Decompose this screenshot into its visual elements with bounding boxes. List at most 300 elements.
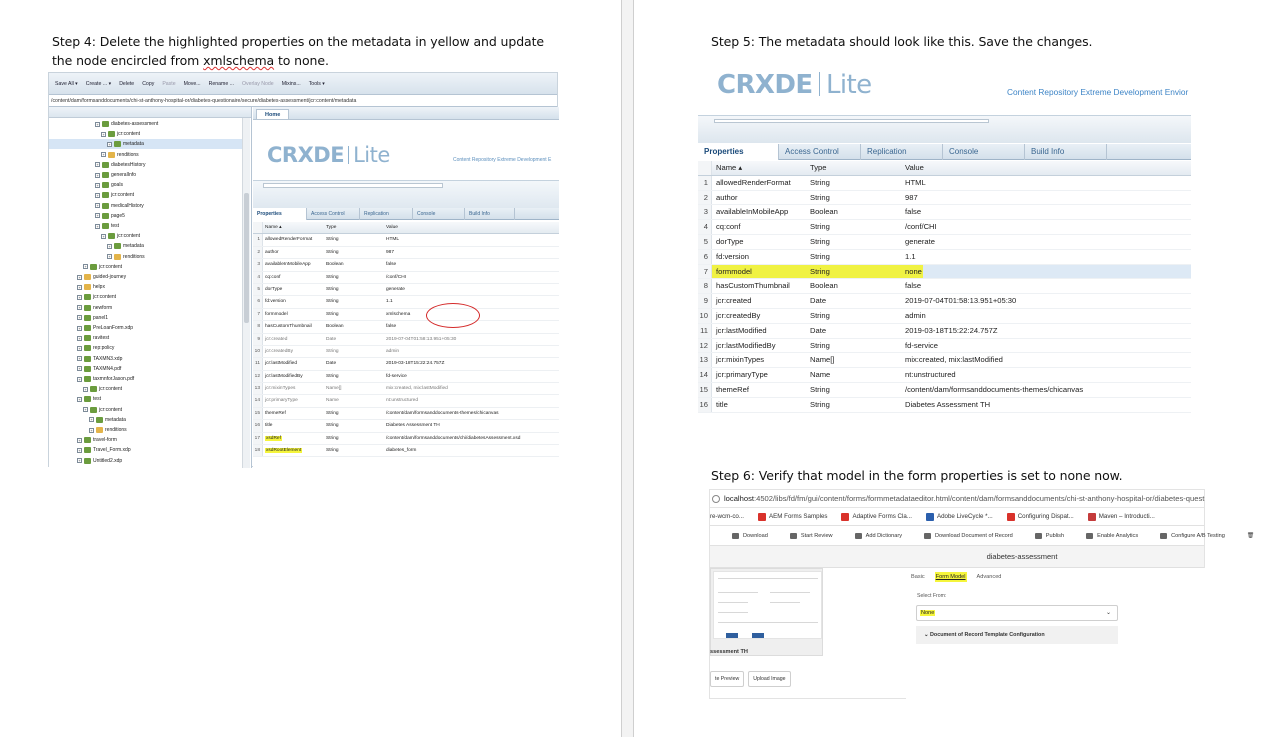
expand-toggle-icon[interactable]: + [78,335,81,341]
tab-build-info[interactable]: Build Info [465,208,515,220]
property-value: HTML [905,177,926,187]
toolbar-action[interactable] [1160,527,1225,545]
expand-toggle-icon[interactable]: + [96,192,99,198]
tree-node[interactable] [77,272,126,282]
property-value: nt:unstructured [386,398,418,404]
bookmark-item[interactable] [758,508,827,525]
tree-node-label: jcr:content [93,294,117,301]
tree-node[interactable] [101,129,140,139]
toolbar-button[interactable]: Mixins... [281,80,301,87]
expand-toggle-icon[interactable]: + [102,152,105,158]
property-name [263,445,324,456]
tree-node-label: guided-journey [93,274,127,280]
search-band [698,115,1191,143]
expand-toggle-icon[interactable]: + [96,182,99,188]
property-name: jcr:lastModifiedBy [716,340,776,350]
table-row[interactable] [698,339,1191,354]
select-from-dropdown[interactable] [916,605,1118,621]
table-row[interactable] [698,205,1191,220]
expand-toggle-icon[interactable]: + [102,131,105,137]
node-icon [84,458,91,464]
table-row[interactable] [698,383,1191,398]
property-value: mix:created, mix:lastModified [905,355,1003,365]
info-icon [712,495,720,503]
chevron-down-icon: ⌄ [1105,610,1111,616]
expand-toggle-icon[interactable]: + [78,305,81,311]
expand-toggle-icon[interactable]: + [78,356,81,362]
node-icon [102,172,109,178]
repository-tree [49,107,252,468]
toolbar-action-label: Download [743,532,768,539]
tab-properties[interactable]: Properties [698,144,779,160]
table-row[interactable] [253,296,559,308]
tree-node-label: metadata [123,141,144,148]
expand-toggle-icon[interactable]: + [78,325,81,331]
table-row[interactable] [253,346,559,358]
expand-toggle-icon[interactable]: + [78,315,81,321]
tree-node[interactable] [77,394,101,404]
table-row[interactable] [698,309,1191,324]
properties-grid [698,161,1191,413]
property-name: jcr:createdBy [265,348,293,354]
property-name: jcr:mixinTypes [265,386,296,392]
expand-toggle-icon[interactable]: + [108,254,111,260]
table-row[interactable] [698,279,1191,294]
property-type: String [326,423,339,429]
tree-node[interactable] [95,160,145,170]
tree-node[interactable] [95,119,158,129]
tree-node-label: PreLoanForm.xdp [93,325,134,331]
node-icon [84,305,91,311]
table-row[interactable] [698,353,1191,368]
tree-node-label: jcr:content [99,263,123,270]
tree-node[interactable] [49,139,242,149]
dor-template-accordion[interactable]: ⌄ Document of Record Template Configuration [916,626,1118,644]
row-number: 16 [253,420,263,431]
toolbar-button[interactable]: Move... [183,80,201,87]
tab-console[interactable]: Console [943,144,1025,160]
table-row[interactable] [253,445,559,457]
property-type: Boolean [810,207,838,217]
tree-node[interactable] [101,231,140,241]
bookmark-label: Adaptive Forms Cla... [852,512,912,520]
bookmark-item[interactable] [841,508,912,525]
toolbar-action-label: Enable Analytics [1097,532,1139,539]
row-number: 14 [253,395,263,406]
expand-toggle-icon[interactable]: + [102,233,105,239]
table-row[interactable] [698,235,1191,250]
property-value: 1.1 [905,251,916,261]
property-type: String [326,286,339,292]
toolbar-button[interactable]: Create ... ▾ [85,80,112,87]
row-number: 11 [698,324,712,338]
expand-toggle-icon[interactable]: + [78,284,81,290]
node-path-bar[interactable]: /content/dam/formsanddocuments/chi-st-anthony-hospital-or/diabetes-questionaire/secure/diabetes-assessment/jcr:content/metadata [49,96,557,107]
tree-scrollbar-thumb[interactable] [244,193,249,323]
expand-toggle-icon[interactable]: + [90,417,93,423]
toolbar-button[interactable]: Rename ... [208,80,234,87]
property-name: title [716,399,728,409]
row-number: 4 [253,272,263,283]
toolbar-button[interactable]: Overlay Node [241,80,274,87]
tree-node[interactable] [77,282,105,292]
folder-icon [96,427,103,433]
tree-node[interactable] [77,445,131,455]
property-value: /conf/CHI [386,274,406,280]
tree-node-label: newform [93,304,113,311]
crxde-toolbar [49,73,557,95]
property-value: xmlschema [386,311,411,317]
search-input[interactable] [714,119,989,123]
properties-tabs [698,144,1191,160]
property-type: String [810,177,830,187]
subtab-form-model[interactable]: Form Model [935,574,966,580]
table-row[interactable] [698,294,1191,309]
row-number: 6 [253,296,263,307]
table-row[interactable] [253,259,559,271]
property-name: author [265,249,279,255]
row-number: 10 [253,346,263,357]
table-row[interactable] [253,358,559,370]
property-type: Date [810,296,827,306]
property-name: fd:version [265,299,286,305]
thumbnail-mini-form [713,571,822,639]
tree-node[interactable] [77,333,109,343]
row-number: 12 [698,339,712,353]
properties-tabs [253,208,559,220]
tree-node[interactable] [77,303,112,313]
expand-toggle-icon[interactable]: + [78,366,81,372]
tree-node[interactable] [107,252,145,262]
form-model-panel [906,568,1206,700]
table-row[interactable] [698,324,1191,339]
bookmark-favicon [926,513,934,521]
property-value: false [905,207,922,217]
tree-node-label: jcr:content [117,131,141,138]
property-type: String [810,399,830,409]
download-icon [732,533,739,539]
toolbar-button[interactable]: Save All ▾ [55,80,78,87]
property-name [263,433,324,444]
property-type: String [810,192,830,202]
tree-node-label: TAXMN4.pdf [93,365,122,372]
row-number: 1 [253,234,263,245]
tree-node-label: Travel_Form.xdp [93,447,131,454]
expand-toggle-icon[interactable]: + [96,172,99,178]
property-type: Name[] [810,355,835,365]
expand-toggle-icon[interactable]: + [78,396,81,402]
property-type: Name [326,398,339,404]
expand-toggle-icon[interactable]: + [90,427,93,433]
property-name: formmodel [265,311,288,317]
dictionary-icon [855,533,862,539]
property-value: 987 [905,192,918,202]
property-value: none [905,266,922,276]
bookmark-item[interactable] [710,508,744,525]
property-name: dorType [716,236,744,246]
toolbar-action[interactable] [855,527,902,545]
expand-toggle-icon[interactable]: + [84,407,87,413]
property-type: String [326,348,339,354]
tree-node[interactable] [83,384,122,394]
toolbar-button[interactable]: Tools ▾ [308,80,325,87]
table-row[interactable] [253,420,559,432]
tab-properties[interactable]: Properties [253,208,307,220]
tree-node[interactable] [95,221,119,231]
tree-node-label: renditions [117,151,139,158]
table-row[interactable] [253,433,559,445]
node-icon [84,335,91,341]
property-name: allowedRenderFormat [716,177,791,187]
property-value: /content/dam/formsanddocuments-themes/chicanvas [905,384,1084,394]
expand-toggle-icon[interactable]: + [108,243,111,249]
row-number: 1 [698,176,712,190]
property-value: /conf/CHI [905,222,937,232]
tree-node[interactable] [77,323,133,333]
tree-node[interactable] [77,374,134,384]
expand-toggle-icon[interactable]: + [78,274,81,280]
grid-rows [698,176,1191,413]
thumbnail-action-button[interactable]: te Preview [710,671,744,687]
expand-toggle-icon[interactable]: + [96,223,99,229]
column-type[interactable]: Type [810,163,827,172]
property-value: 2019-03-18T15:22:24.757Z [905,325,998,335]
grid-header [698,161,1191,176]
tree-node[interactable] [89,415,126,425]
row-number: 7 [698,265,712,279]
tree-node-label: metadata [123,243,144,250]
property-name: jcr:primaryType [265,398,298,404]
bookmark-item[interactable] [1088,508,1155,525]
column-name[interactable]: Name ▴ [265,225,282,230]
property-type: Boolean [326,262,344,268]
node-icon [84,366,91,372]
expand-toggle-icon[interactable]: + [78,447,81,453]
node-icon [102,213,109,219]
property-value: nt:unstructured [905,370,956,380]
property-type: Name[] [326,386,342,392]
table-row[interactable] [698,265,1191,280]
address-bar[interactable]: localhost:4502/libs/fd/fm/gui/content/forms/formmetadataeditor.html/content/dam/formsanddocuments/chi-st-anthony-hospital-or/diabetes-quest [710,490,1204,508]
toolbar-button[interactable]: Paste [162,80,176,87]
row-number: 9 [698,294,712,308]
tree-node[interactable] [89,425,127,435]
publish-icon [1035,533,1042,539]
tab-replication[interactable]: Replication [861,144,943,160]
tree-node[interactable] [107,241,144,251]
node-icon [108,131,115,137]
table-row[interactable] [253,284,559,296]
property-value: 2019-03-18T15:22:24.757Z [386,361,445,367]
table-row[interactable] [698,191,1191,206]
document-page-left [0,0,621,737]
table-row[interactable] [253,334,559,346]
expand-toggle-icon[interactable]: + [78,345,81,351]
step5-instructions: Step 5: The metadata should look like this. Save the changes. [711,34,1093,49]
row-number: 13 [253,383,263,394]
table-row[interactable] [698,220,1191,235]
column-value[interactable]: Value [905,163,924,172]
expand-toggle-icon[interactable]: + [96,203,99,209]
document-icon [924,533,931,539]
node-icon [114,243,121,249]
subtab-basic[interactable]: Basic [911,574,925,580]
expand-toggle-icon[interactable]: + [96,121,99,127]
column-value[interactable]: Value [386,225,398,230]
tree-node[interactable] [77,456,122,466]
tree-node-label: jcr:content [111,192,135,199]
tree-node[interactable] [95,170,136,180]
node-icon [84,356,91,362]
expand-toggle-icon[interactable]: + [108,141,111,147]
tree-node[interactable] [83,262,122,272]
property-value: /content/dam/formsanddocuments/chi/diabetesAssessment.xsd [386,435,521,441]
column-name[interactable]: Name ▴ [716,163,743,172]
tab-access-control[interactable]: Access Control [307,208,360,220]
tree-node[interactable] [77,354,122,364]
table-row[interactable] [253,247,559,259]
tab-build-info[interactable]: Build Info [1025,144,1107,160]
expand-toggle-icon[interactable]: + [78,458,81,464]
tree-node-label: rep:policy [93,345,115,352]
tree-header [49,107,251,118]
bookmark-item[interactable] [1007,508,1074,525]
node-icon [84,294,91,300]
tree-scrollbar[interactable] [242,118,250,468]
highlighted-property-name: xsdRef [266,435,281,441]
crxde-tagline: Content Repository Extreme Development Envior [1007,87,1189,97]
tree-node[interactable] [83,405,122,415]
tree-node-label: jcr:content [117,233,141,240]
ab-testing-icon [1160,533,1167,539]
tree-node-label: test [93,396,102,403]
tree-node-label: taxmnforJason.pdf [93,376,135,382]
expand-toggle-icon[interactable]: + [84,264,87,270]
row-number: 7 [253,309,263,320]
property-type: String [810,222,830,232]
tree-node[interactable] [77,292,116,302]
table-row[interactable] [253,395,559,407]
tab-access-control[interactable]: Access Control [779,144,861,160]
toolbar-button[interactable]: Delete [119,80,135,87]
expand-toggle-icon[interactable]: + [78,437,81,443]
row-number: 4 [698,220,712,234]
step6-instructions: Step 6: Verify that model in the form properties is set to none now. [711,468,1123,483]
table-row[interactable] [698,368,1191,383]
property-type: String [810,251,830,261]
delete-icon[interactable]: 🗑 [1246,532,1254,539]
tree-node-label: ravitest [93,335,110,342]
table-row[interactable] [253,408,559,420]
property-type: String [810,266,830,276]
tree-node[interactable] [77,343,114,353]
table-row[interactable] [253,371,559,383]
row-number: 5 [253,284,263,295]
subtab-advanced[interactable]: Advanced [976,574,1002,580]
expand-toggle-icon[interactable]: + [84,386,87,392]
toolbar-button[interactable]: Copy [142,80,155,87]
node-icon [96,417,103,423]
table-row[interactable] [698,398,1191,413]
expand-toggle-icon[interactable]: + [78,376,81,382]
property-name: jcr:lastModified [265,361,297,367]
property-value: 2019-07-04T01:58:13.951+05:30 [386,336,457,342]
crxde-tagline: Content Repository Extreme Development E [453,157,552,163]
toolbar-action[interactable] [732,527,768,545]
property-type: String [326,448,339,454]
tree-node[interactable] [77,364,121,374]
tree-node-label: renditions [123,253,145,260]
table-row[interactable] [698,250,1191,265]
tree-node-label: page5 [111,212,125,219]
table-row[interactable] [253,234,559,246]
property-type: Name [810,370,831,380]
tree-node[interactable] [101,150,139,160]
table-row[interactable] [253,272,559,284]
tab-home[interactable]: Home [256,109,289,119]
properties-grid [253,222,559,457]
tree-node[interactable] [95,201,144,211]
bookmarks-bar [710,508,1204,526]
property-name: hasCustomThumbnail [716,281,790,291]
node-icon [108,233,115,239]
table-row[interactable] [253,383,559,395]
tab-replication[interactable]: Replication [360,208,413,220]
property-value: admin [386,348,400,354]
editor-tab-strip [253,107,559,120]
tree-node[interactable] [95,211,125,221]
tree-node-label: diabetes-assessment [111,121,159,127]
table-row[interactable] [253,321,559,333]
tree-node-label: travel-form [93,437,117,444]
bookmark-item[interactable] [926,508,993,525]
property-name: jcr:primaryType [716,370,768,380]
toolbar-action-label: Download Document of Record [935,532,1013,539]
highlighted-property-name: xsdRootElement [266,448,302,454]
toolbar-action[interactable] [924,527,1013,545]
property-value: 1.1 [386,299,393,305]
table-row[interactable] [253,309,559,321]
tree-node[interactable] [95,180,123,190]
expand-toggle-icon[interactable]: + [96,162,99,168]
tab-console[interactable]: Console [413,208,465,220]
thumbnail-action-button[interactable]: Upload Image [748,671,790,687]
folder-icon [84,284,91,290]
node-icon [84,437,91,443]
property-type: String [326,373,339,379]
property-name: formmodel [716,266,752,276]
column-type[interactable]: Type [326,225,337,230]
property-type: Boolean [810,281,838,291]
folder-icon [108,152,115,158]
tree-node[interactable] [77,435,117,445]
property-type: Date [810,325,827,335]
folder-icon [84,274,91,280]
property-name: dorType [265,286,283,292]
expand-toggle-icon[interactable]: + [96,213,99,219]
tree-node-label: diabetesHistory [111,161,146,168]
tree-node[interactable] [95,190,134,200]
node-icon [102,223,109,229]
bookmark-favicon [1088,513,1096,521]
toolbar-action[interactable] [1086,527,1138,545]
toolbar-action[interactable] [1035,527,1064,545]
tree-node[interactable] [77,313,108,323]
toolbar-action[interactable] [790,527,833,545]
expand-toggle-icon[interactable]: + [78,294,81,300]
search-input[interactable] [263,183,443,188]
table-row[interactable] [698,176,1191,191]
